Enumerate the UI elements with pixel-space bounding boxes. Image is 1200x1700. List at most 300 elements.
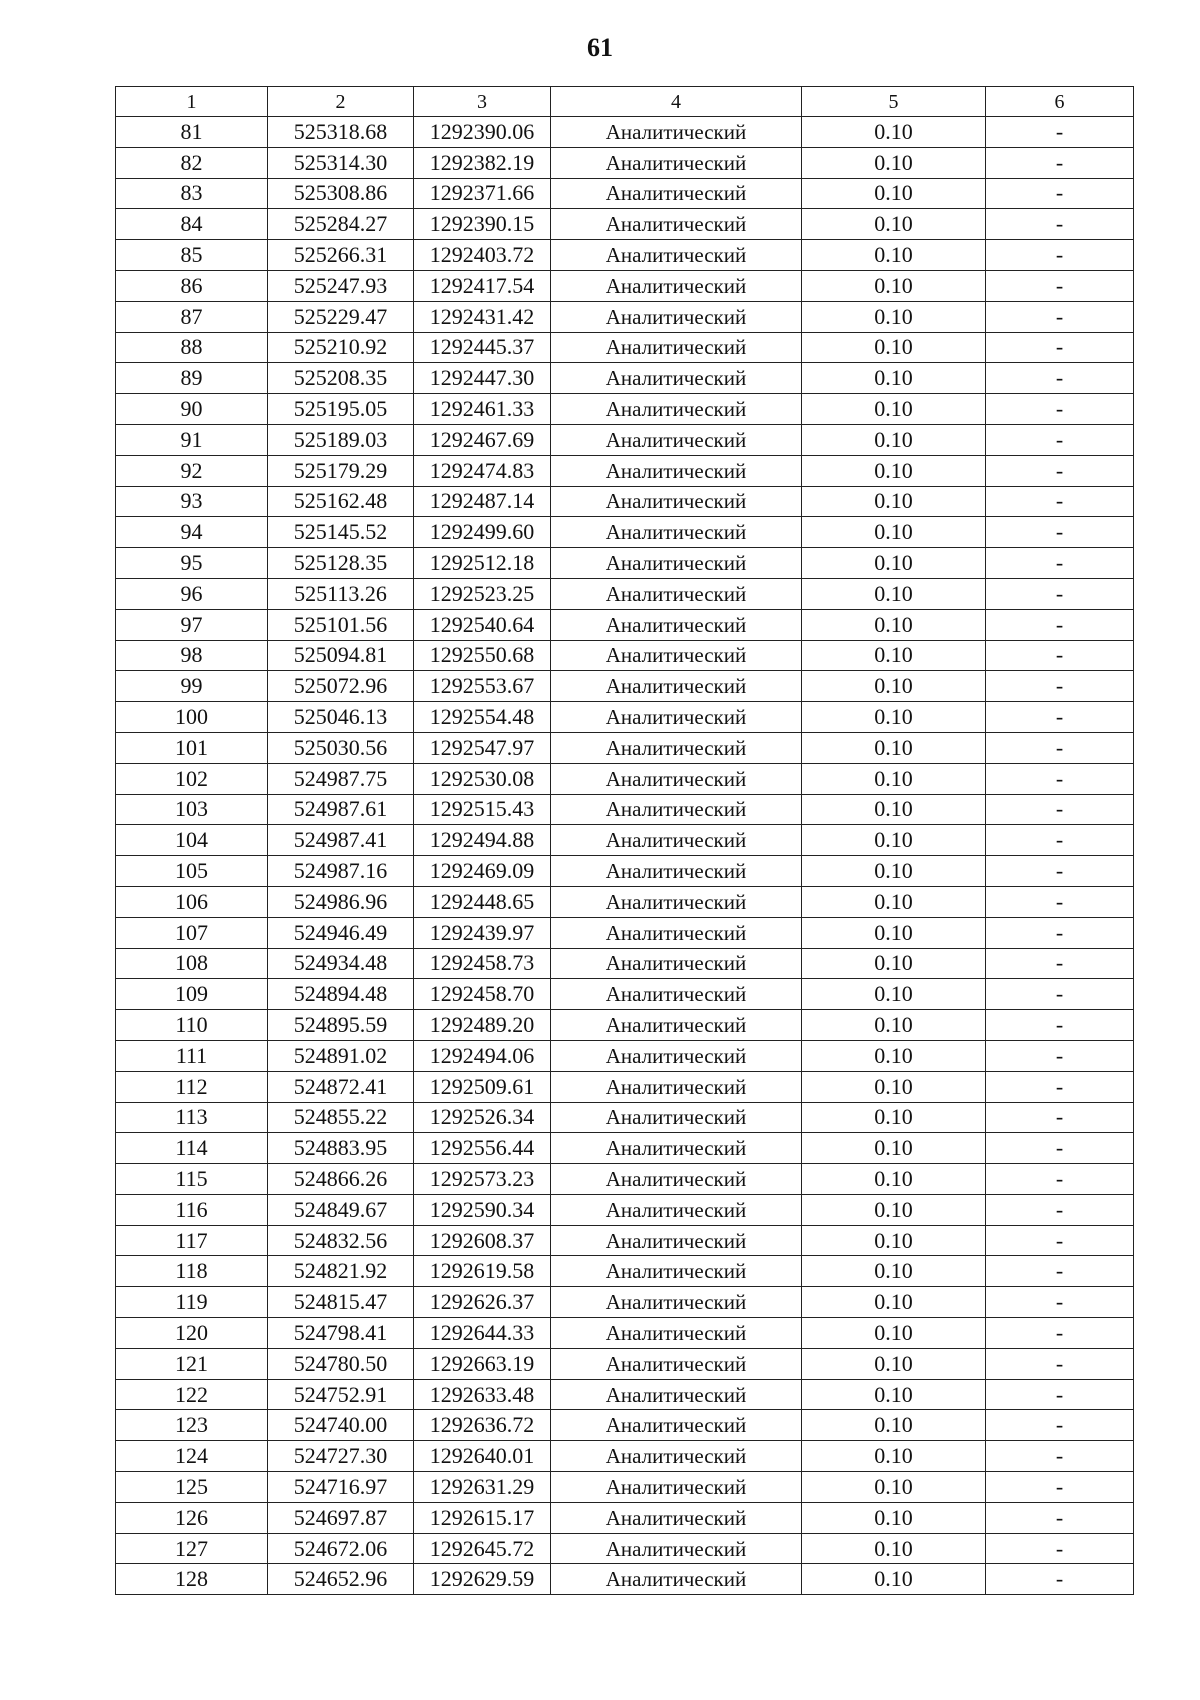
method-cell: Аналитический — [551, 332, 802, 363]
accuracy-cell: 0.10 — [802, 671, 986, 702]
x-coordinate-cell: 524866.26 — [268, 1164, 414, 1195]
point-number-cell: 126 — [116, 1502, 268, 1533]
accuracy-cell: 0.10 — [802, 1472, 986, 1503]
note-cell: - — [986, 1502, 1134, 1533]
header-cell-3: 3 — [414, 87, 551, 117]
y-coordinate-cell: 1292494.88 — [414, 825, 551, 856]
accuracy-cell: 0.10 — [802, 332, 986, 363]
point-number-cell: 95 — [116, 548, 268, 579]
header-cell-1: 1 — [116, 87, 268, 117]
point-number-cell: 98 — [116, 640, 268, 671]
point-number-cell: 101 — [116, 732, 268, 763]
accuracy-cell: 0.10 — [802, 363, 986, 394]
table-row — [116, 1164, 1134, 1195]
point-number-cell: 84 — [116, 209, 268, 240]
table-row — [116, 640, 1134, 671]
header-cell-4: 4 — [551, 87, 802, 117]
y-coordinate-cell: 1292644.33 — [414, 1318, 551, 1349]
note-cell: - — [986, 301, 1134, 332]
note-cell: - — [986, 1194, 1134, 1225]
method-cell: Аналитический — [551, 1287, 802, 1318]
accuracy-cell: 0.10 — [802, 240, 986, 271]
accuracy-cell: 0.10 — [802, 486, 986, 517]
note-cell: - — [986, 1133, 1134, 1164]
x-coordinate-cell: 524832.56 — [268, 1225, 414, 1256]
table-row — [116, 1194, 1134, 1225]
x-coordinate-cell: 524895.59 — [268, 1010, 414, 1041]
method-cell: Аналитический — [551, 548, 802, 579]
method-cell: Аналитический — [551, 1472, 802, 1503]
accuracy-cell: 0.10 — [802, 1164, 986, 1195]
accuracy-cell: 0.10 — [802, 301, 986, 332]
y-coordinate-cell: 1292403.72 — [414, 240, 551, 271]
note-cell: - — [986, 486, 1134, 517]
method-cell: Аналитический — [551, 117, 802, 148]
y-coordinate-cell: 1292550.68 — [414, 640, 551, 671]
x-coordinate-cell: 525072.96 — [268, 671, 414, 702]
note-cell: - — [986, 332, 1134, 363]
x-coordinate-cell: 525101.56 — [268, 609, 414, 640]
x-coordinate-cell: 524855.22 — [268, 1102, 414, 1133]
accuracy-cell: 0.10 — [802, 578, 986, 609]
x-coordinate-cell: 524815.47 — [268, 1287, 414, 1318]
y-coordinate-cell: 1292590.34 — [414, 1194, 551, 1225]
method-cell: Аналитический — [551, 640, 802, 671]
method-cell: Аналитический — [551, 1133, 802, 1164]
table-row — [116, 671, 1134, 702]
accuracy-cell: 0.10 — [802, 948, 986, 979]
method-cell: Аналитический — [551, 1564, 802, 1595]
accuracy-cell: 0.10 — [802, 1256, 986, 1287]
y-coordinate-cell: 1292663.19 — [414, 1348, 551, 1379]
note-cell: - — [986, 794, 1134, 825]
x-coordinate-cell: 524987.61 — [268, 794, 414, 825]
x-coordinate-cell: 524740.00 — [268, 1410, 414, 1441]
note-cell: - — [986, 979, 1134, 1010]
y-coordinate-cell: 1292553.67 — [414, 671, 551, 702]
note-cell: - — [986, 886, 1134, 917]
table-row — [116, 1040, 1134, 1071]
x-coordinate-cell: 524849.67 — [268, 1194, 414, 1225]
point-number-cell: 100 — [116, 702, 268, 733]
table-row — [116, 732, 1134, 763]
y-coordinate-cell: 1292526.34 — [414, 1102, 551, 1133]
point-number-cell: 125 — [116, 1472, 268, 1503]
accuracy-cell: 0.10 — [802, 1287, 986, 1318]
point-number-cell: 81 — [116, 117, 268, 148]
accuracy-cell: 0.10 — [802, 702, 986, 733]
table-row — [116, 301, 1134, 332]
method-cell: Аналитический — [551, 1040, 802, 1071]
y-coordinate-cell: 1292645.72 — [414, 1533, 551, 1564]
y-coordinate-cell: 1292619.58 — [414, 1256, 551, 1287]
x-coordinate-cell: 524934.48 — [268, 948, 414, 979]
x-coordinate-cell: 524716.97 — [268, 1472, 414, 1503]
method-cell: Аналитический — [551, 1410, 802, 1441]
note-cell: - — [986, 178, 1134, 209]
x-coordinate-cell: 525247.93 — [268, 270, 414, 301]
table-row — [116, 856, 1134, 887]
note-cell: - — [986, 948, 1134, 979]
point-number-cell: 102 — [116, 763, 268, 794]
point-number-cell: 104 — [116, 825, 268, 856]
method-cell: Аналитический — [551, 270, 802, 301]
point-number-cell: 124 — [116, 1441, 268, 1472]
y-coordinate-cell: 1292633.48 — [414, 1379, 551, 1410]
table-row — [116, 1533, 1134, 1564]
note-cell: - — [986, 1287, 1134, 1318]
accuracy-cell: 0.10 — [802, 209, 986, 240]
note-cell: - — [986, 1441, 1134, 1472]
coordinates-table — [115, 86, 1134, 1595]
note-cell: - — [986, 732, 1134, 763]
point-number-cell: 86 — [116, 270, 268, 301]
point-number-cell: 91 — [116, 424, 268, 455]
accuracy-cell: 0.10 — [802, 917, 986, 948]
point-number-cell: 121 — [116, 1348, 268, 1379]
table-row — [116, 332, 1134, 363]
y-coordinate-cell: 1292515.43 — [414, 794, 551, 825]
table-row — [116, 178, 1134, 209]
point-number-cell: 112 — [116, 1071, 268, 1102]
y-coordinate-cell: 1292431.42 — [414, 301, 551, 332]
method-cell: Аналитический — [551, 1071, 802, 1102]
method-cell: Аналитический — [551, 1194, 802, 1225]
table-row — [116, 763, 1134, 794]
table-row — [116, 578, 1134, 609]
accuracy-cell: 0.10 — [802, 825, 986, 856]
x-coordinate-cell: 524894.48 — [268, 979, 414, 1010]
x-coordinate-cell: 524891.02 — [268, 1040, 414, 1071]
point-number-cell: 119 — [116, 1287, 268, 1318]
x-coordinate-cell: 524883.95 — [268, 1133, 414, 1164]
x-coordinate-cell: 525266.31 — [268, 240, 414, 271]
method-cell: Аналитический — [551, 1441, 802, 1472]
point-number-cell: 107 — [116, 917, 268, 948]
y-coordinate-cell: 1292556.44 — [414, 1133, 551, 1164]
accuracy-cell: 0.10 — [802, 856, 986, 887]
table-row — [116, 1379, 1134, 1410]
note-cell: - — [986, 424, 1134, 455]
y-coordinate-cell: 1292445.37 — [414, 332, 551, 363]
table-row — [116, 147, 1134, 178]
y-coordinate-cell: 1292467.69 — [414, 424, 551, 455]
accuracy-cell: 0.10 — [802, 1564, 986, 1595]
accuracy-cell: 0.10 — [802, 794, 986, 825]
method-cell: Аналитический — [551, 1318, 802, 1349]
point-number-cell: 128 — [116, 1564, 268, 1595]
table-row — [116, 394, 1134, 425]
point-number-cell: 103 — [116, 794, 268, 825]
header-cell-2: 2 — [268, 87, 414, 117]
y-coordinate-cell: 1292509.61 — [414, 1071, 551, 1102]
method-cell: Аналитический — [551, 394, 802, 425]
y-coordinate-cell: 1292382.19 — [414, 147, 551, 178]
x-coordinate-cell: 524672.06 — [268, 1533, 414, 1564]
note-cell: - — [986, 671, 1134, 702]
y-coordinate-cell: 1292371.66 — [414, 178, 551, 209]
accuracy-cell: 0.10 — [802, 1010, 986, 1041]
method-cell: Аналитический — [551, 917, 802, 948]
method-cell: Аналитический — [551, 732, 802, 763]
y-coordinate-cell: 1292573.23 — [414, 1164, 551, 1195]
note-cell: - — [986, 1410, 1134, 1441]
x-coordinate-cell: 525094.81 — [268, 640, 414, 671]
table-row — [116, 825, 1134, 856]
method-cell: Аналитический — [551, 825, 802, 856]
accuracy-cell: 0.10 — [802, 1133, 986, 1164]
table-row — [116, 794, 1134, 825]
x-coordinate-cell: 524987.75 — [268, 763, 414, 794]
method-cell: Аналитический — [551, 517, 802, 548]
x-coordinate-cell: 524946.49 — [268, 917, 414, 948]
method-cell: Аналитический — [551, 702, 802, 733]
note-cell: - — [986, 702, 1134, 733]
accuracy-cell: 0.10 — [802, 1225, 986, 1256]
note-cell: - — [986, 1533, 1134, 1564]
table-row — [116, 1133, 1134, 1164]
table-row — [116, 1564, 1134, 1595]
y-coordinate-cell: 1292640.01 — [414, 1441, 551, 1472]
x-coordinate-cell: 524697.87 — [268, 1502, 414, 1533]
table-row — [116, 517, 1134, 548]
x-coordinate-cell: 524727.30 — [268, 1441, 414, 1472]
note-cell: - — [986, 363, 1134, 394]
y-coordinate-cell: 1292499.60 — [414, 517, 551, 548]
method-cell: Аналитический — [551, 1225, 802, 1256]
x-coordinate-cell: 525145.52 — [268, 517, 414, 548]
table-row — [116, 1441, 1134, 1472]
header-cell-5: 5 — [802, 87, 986, 117]
accuracy-cell: 0.10 — [802, 732, 986, 763]
table-row — [116, 1071, 1134, 1102]
accuracy-cell: 0.10 — [802, 979, 986, 1010]
accuracy-cell: 0.10 — [802, 1441, 986, 1472]
method-cell: Аналитический — [551, 147, 802, 178]
method-cell: Аналитический — [551, 424, 802, 455]
accuracy-cell: 0.10 — [802, 1348, 986, 1379]
table-row — [116, 363, 1134, 394]
point-number-cell: 83 — [116, 178, 268, 209]
x-coordinate-cell: 524987.41 — [268, 825, 414, 856]
note-cell: - — [986, 270, 1134, 301]
note-cell: - — [986, 1102, 1134, 1133]
point-number-cell: 120 — [116, 1318, 268, 1349]
note-cell: - — [986, 825, 1134, 856]
accuracy-cell: 0.10 — [802, 886, 986, 917]
y-coordinate-cell: 1292494.06 — [414, 1040, 551, 1071]
x-coordinate-cell: 525189.03 — [268, 424, 414, 455]
y-coordinate-cell: 1292540.64 — [414, 609, 551, 640]
table-row — [116, 979, 1134, 1010]
table-row — [116, 117, 1134, 148]
table-row — [116, 886, 1134, 917]
accuracy-cell: 0.10 — [802, 178, 986, 209]
table-row — [116, 424, 1134, 455]
table-row — [116, 702, 1134, 733]
accuracy-cell: 0.10 — [802, 394, 986, 425]
point-number-cell: 116 — [116, 1194, 268, 1225]
note-cell: - — [986, 455, 1134, 486]
method-cell: Аналитический — [551, 301, 802, 332]
note-cell: - — [986, 917, 1134, 948]
y-coordinate-cell: 1292626.37 — [414, 1287, 551, 1318]
note-cell: - — [986, 763, 1134, 794]
note-cell: - — [986, 1379, 1134, 1410]
x-coordinate-cell: 525030.56 — [268, 732, 414, 763]
x-coordinate-cell: 525314.30 — [268, 147, 414, 178]
x-coordinate-cell: 524872.41 — [268, 1071, 414, 1102]
method-cell: Аналитический — [551, 1348, 802, 1379]
table-row — [116, 1472, 1134, 1503]
note-cell: - — [986, 1348, 1134, 1379]
y-coordinate-cell: 1292474.83 — [414, 455, 551, 486]
note-cell: - — [986, 856, 1134, 887]
table-row — [116, 1225, 1134, 1256]
point-number-cell: 115 — [116, 1164, 268, 1195]
point-number-cell: 114 — [116, 1133, 268, 1164]
y-coordinate-cell: 1292390.15 — [414, 209, 551, 240]
note-cell: - — [986, 117, 1134, 148]
method-cell: Аналитический — [551, 209, 802, 240]
point-number-cell: 88 — [116, 332, 268, 363]
note-cell: - — [986, 548, 1134, 579]
note-cell: - — [986, 609, 1134, 640]
y-coordinate-cell: 1292448.65 — [414, 886, 551, 917]
y-coordinate-cell: 1292489.20 — [414, 1010, 551, 1041]
accuracy-cell: 0.10 — [802, 1071, 986, 1102]
method-cell: Аналитический — [551, 486, 802, 517]
note-cell: - — [986, 1564, 1134, 1595]
table-row — [116, 1318, 1134, 1349]
point-number-cell: 106 — [116, 886, 268, 917]
table-row — [116, 609, 1134, 640]
note-cell: - — [986, 1071, 1134, 1102]
note-cell: - — [986, 209, 1134, 240]
y-coordinate-cell: 1292629.59 — [414, 1564, 551, 1595]
point-number-cell: 96 — [116, 578, 268, 609]
y-coordinate-cell: 1292487.14 — [414, 486, 551, 517]
note-cell: - — [986, 240, 1134, 271]
accuracy-cell: 0.10 — [802, 1040, 986, 1071]
accuracy-cell: 0.10 — [802, 1379, 986, 1410]
point-number-cell: 117 — [116, 1225, 268, 1256]
point-number-cell: 105 — [116, 856, 268, 887]
accuracy-cell: 0.10 — [802, 640, 986, 671]
header-cell-6: 6 — [986, 87, 1134, 117]
accuracy-cell: 0.10 — [802, 1194, 986, 1225]
table-row — [116, 1287, 1134, 1318]
point-number-cell: 82 — [116, 147, 268, 178]
method-cell: Аналитический — [551, 948, 802, 979]
point-number-cell: 110 — [116, 1010, 268, 1041]
x-coordinate-cell: 525195.05 — [268, 394, 414, 425]
page-number: 61 — [587, 33, 613, 62]
point-number-cell: 85 — [116, 240, 268, 271]
accuracy-cell: 0.10 — [802, 548, 986, 579]
point-number-cell: 97 — [116, 609, 268, 640]
method-cell: Аналитический — [551, 763, 802, 794]
table-header — [116, 87, 1134, 117]
x-coordinate-cell: 525128.35 — [268, 548, 414, 579]
accuracy-cell: 0.10 — [802, 1102, 986, 1133]
point-number-cell: 92 — [116, 455, 268, 486]
accuracy-cell: 0.10 — [802, 1533, 986, 1564]
table-row — [116, 209, 1134, 240]
y-coordinate-cell: 1292608.37 — [414, 1225, 551, 1256]
y-coordinate-cell: 1292417.54 — [414, 270, 551, 301]
y-coordinate-cell: 1292530.08 — [414, 763, 551, 794]
x-coordinate-cell: 525162.48 — [268, 486, 414, 517]
point-number-cell: 93 — [116, 486, 268, 517]
accuracy-cell: 0.10 — [802, 609, 986, 640]
x-coordinate-cell: 524821.92 — [268, 1256, 414, 1287]
note-cell: - — [986, 1010, 1134, 1041]
point-number-cell: 113 — [116, 1102, 268, 1133]
note-cell: - — [986, 1164, 1134, 1195]
note-cell: - — [986, 147, 1134, 178]
method-cell: Аналитический — [551, 1010, 802, 1041]
y-coordinate-cell: 1292636.72 — [414, 1410, 551, 1441]
method-cell: Аналитический — [551, 609, 802, 640]
y-coordinate-cell: 1292461.33 — [414, 394, 551, 425]
y-coordinate-cell: 1292439.97 — [414, 917, 551, 948]
accuracy-cell: 0.10 — [802, 763, 986, 794]
method-cell: Аналитический — [551, 979, 802, 1010]
point-number-cell: 89 — [116, 363, 268, 394]
table-row — [116, 486, 1134, 517]
note-cell: - — [986, 640, 1134, 671]
x-coordinate-cell: 524986.96 — [268, 886, 414, 917]
point-number-cell: 111 — [116, 1040, 268, 1071]
method-cell: Аналитический — [551, 1502, 802, 1533]
point-number-cell: 122 — [116, 1379, 268, 1410]
method-cell: Аналитический — [551, 363, 802, 394]
accuracy-cell: 0.10 — [802, 117, 986, 148]
point-number-cell: 109 — [116, 979, 268, 1010]
y-coordinate-cell: 1292554.48 — [414, 702, 551, 733]
method-cell: Аналитический — [551, 240, 802, 271]
y-coordinate-cell: 1292447.30 — [414, 363, 551, 394]
point-number-cell: 87 — [116, 301, 268, 332]
method-cell: Аналитический — [551, 578, 802, 609]
x-coordinate-cell: 525308.86 — [268, 178, 414, 209]
point-number-cell: 94 — [116, 517, 268, 548]
x-coordinate-cell: 525179.29 — [268, 455, 414, 486]
y-coordinate-cell: 1292390.06 — [414, 117, 551, 148]
table-row — [116, 1102, 1134, 1133]
x-coordinate-cell: 525318.68 — [268, 117, 414, 148]
x-coordinate-cell: 525284.27 — [268, 209, 414, 240]
method-cell: Аналитический — [551, 178, 802, 209]
x-coordinate-cell: 524652.96 — [268, 1564, 414, 1595]
accuracy-cell: 0.10 — [802, 1502, 986, 1533]
y-coordinate-cell: 1292469.09 — [414, 856, 551, 887]
note-cell: - — [986, 1040, 1134, 1071]
table-row — [116, 917, 1134, 948]
table-row — [116, 240, 1134, 271]
note-cell: - — [986, 1225, 1134, 1256]
note-cell: - — [986, 394, 1134, 425]
y-coordinate-cell: 1292631.29 — [414, 1472, 551, 1503]
y-coordinate-cell: 1292458.73 — [414, 948, 551, 979]
point-number-cell: 108 — [116, 948, 268, 979]
x-coordinate-cell: 524752.91 — [268, 1379, 414, 1410]
accuracy-cell: 0.10 — [802, 270, 986, 301]
accuracy-cell: 0.10 — [802, 1410, 986, 1441]
accuracy-cell: 0.10 — [802, 147, 986, 178]
accuracy-cell: 0.10 — [802, 455, 986, 486]
